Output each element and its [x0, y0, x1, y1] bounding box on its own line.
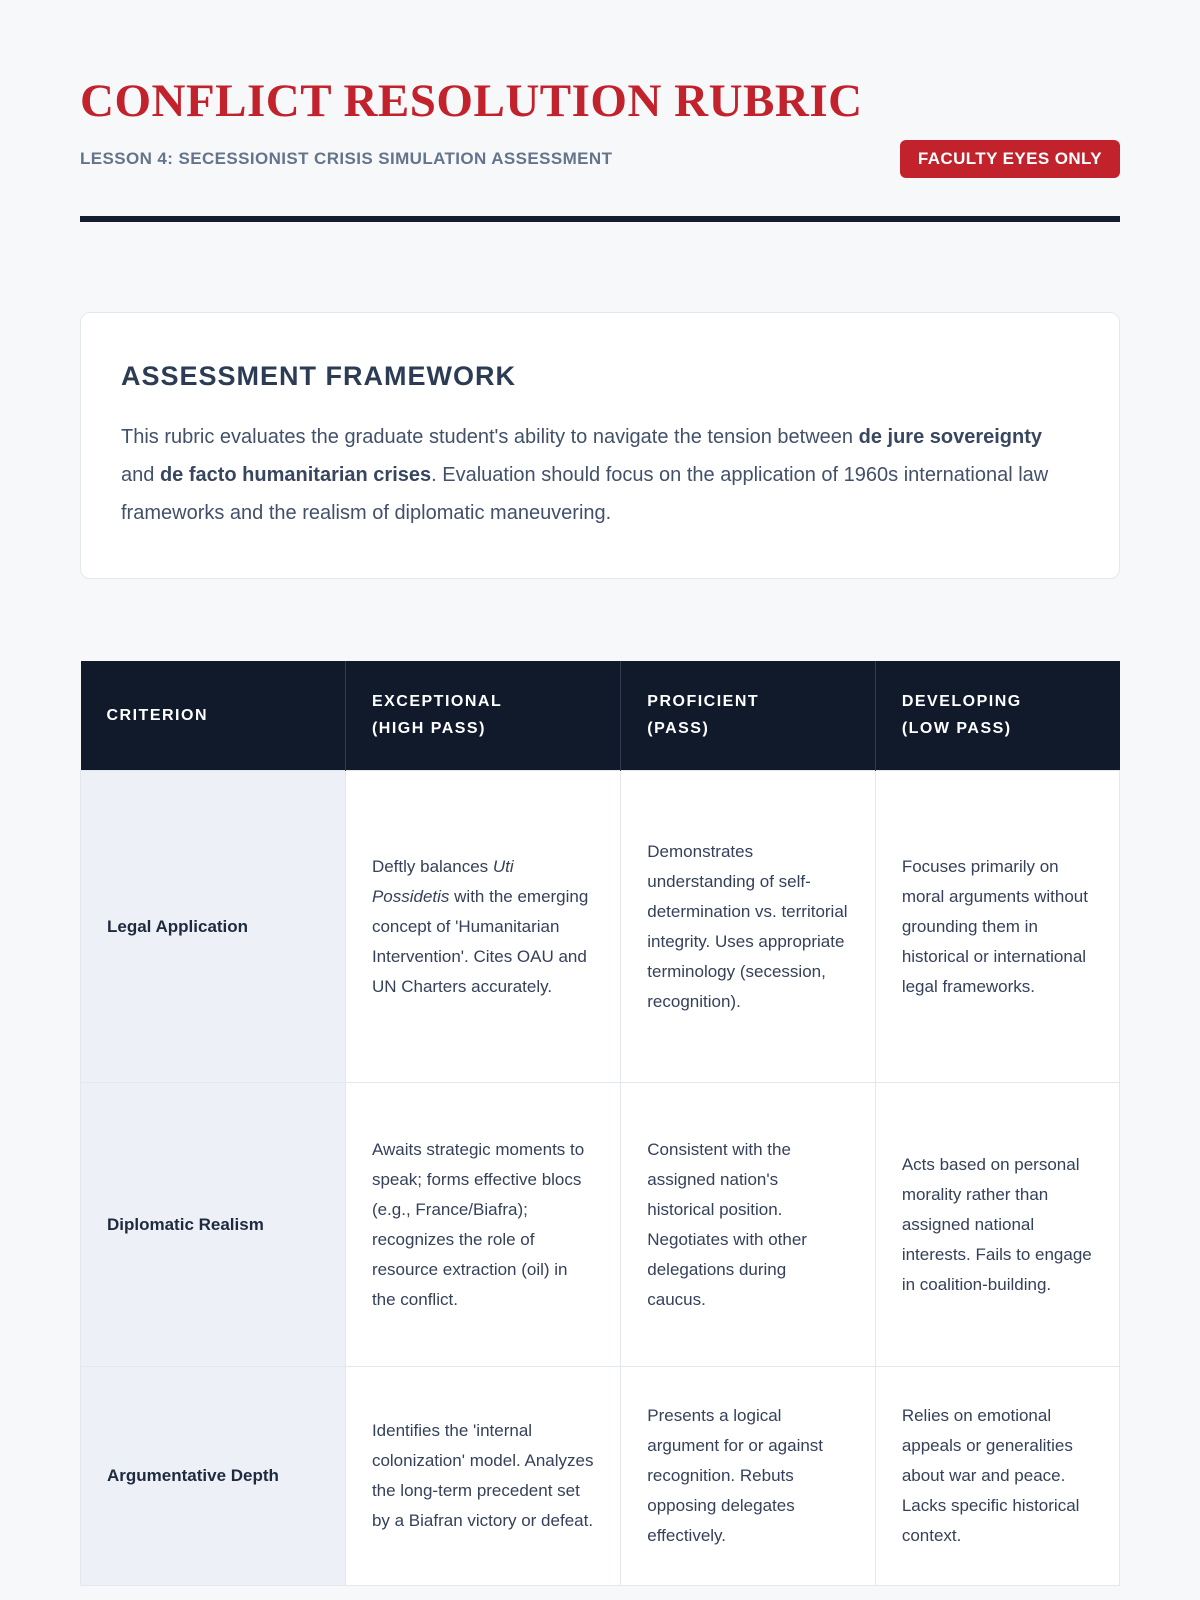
criterion-cell: Diplomatic Realism: [81, 1083, 346, 1367]
framework-paragraph: This rubric evaluates the graduate student's ability to navigate the tension between de jure sovereignty and de facto humanitarian crises. Evaluation should focus on the application of 1960s international law frameworks and the realism of diplomatic maneuvering.: [121, 425, 1049, 524]
cell-exceptional: Identifies the 'internal colonization' model. Analyzes the long-term precedent set by a Biafran victory or defeat.: [345, 1367, 620, 1586]
column-header-label: CRITERION: [106, 706, 208, 724]
rubric-table-header: [81, 661, 1120, 771]
subtitle-row: [80, 140, 1120, 178]
confidential-badge: FACULTY EYES ONLY: [900, 140, 1120, 178]
column-header-sublabel: (PASS): [647, 720, 710, 738]
page-subtitle: LESSON 4: SECESSIONIST CRISIS SIMULATION ASSESSMENT: [80, 148, 613, 168]
column-header-label: EXCEPTIONAL: [371, 693, 503, 711]
cell-developing: Focuses primarily on moral arguments without grounding them in historical or international legal frameworks.: [875, 771, 1119, 1083]
column-header-proficient: [621, 661, 876, 771]
column-header-criterion: [81, 661, 346, 771]
table-row-legal-application: [81, 771, 1120, 1083]
column-header-label: DEVELOPING: [901, 693, 1022, 711]
cell-exceptional: Awaits strategic moments to speak; forms effective blocs (e.g., France/Biafra); recognizes the role of resource extraction (oil) in the conflict.: [345, 1083, 620, 1367]
criterion-cell: Argumentative Depth: [81, 1367, 346, 1586]
table-row-diplomatic-realism: [81, 1083, 1120, 1367]
framework-card: [80, 312, 1120, 579]
column-header-developing: [875, 661, 1119, 771]
rubric-table: [80, 661, 1120, 1587]
framework-heading: ASSESSMENT FRAMEWORK: [121, 360, 517, 391]
table-row-argumentative-depth: [81, 1367, 1120, 1586]
column-header-label: PROFICIENT: [647, 693, 760, 711]
column-header-exceptional: [345, 661, 620, 771]
cell-proficient: Presents a logical argument for or against recognition. Rebuts opposing delegates effectively.: [621, 1367, 876, 1586]
page-title: CONFLICT RESOLUTION RUBRIC: [80, 75, 863, 127]
header-divider: [80, 216, 1120, 222]
column-header-sublabel: (LOW PASS): [901, 720, 1012, 738]
cell-exceptional: Deftly balances Uti Possidetis with the emerging concept of 'Humanitarian Intervention'. Cites OAU and UN Charters accurately.: [345, 771, 620, 1083]
cell-developing: Relies on emotional appeals or generalities about war and peace. Lacks specific historical context.: [875, 1367, 1119, 1586]
cell-proficient: Consistent with the assigned nation's historical position. Negotiates with other delegations during caucus.: [621, 1083, 876, 1367]
column-header-sublabel: (HIGH PASS): [371, 720, 486, 738]
criterion-cell: Legal Application: [81, 771, 346, 1083]
cell-developing: Acts based on personal morality rather than assigned national interests. Fails to engage in coalition-building.: [875, 1083, 1119, 1367]
cell-proficient: Demonstrates understanding of self-determination vs. territorial integrity. Uses appropriate terminology (secession, recognition).: [621, 771, 876, 1083]
